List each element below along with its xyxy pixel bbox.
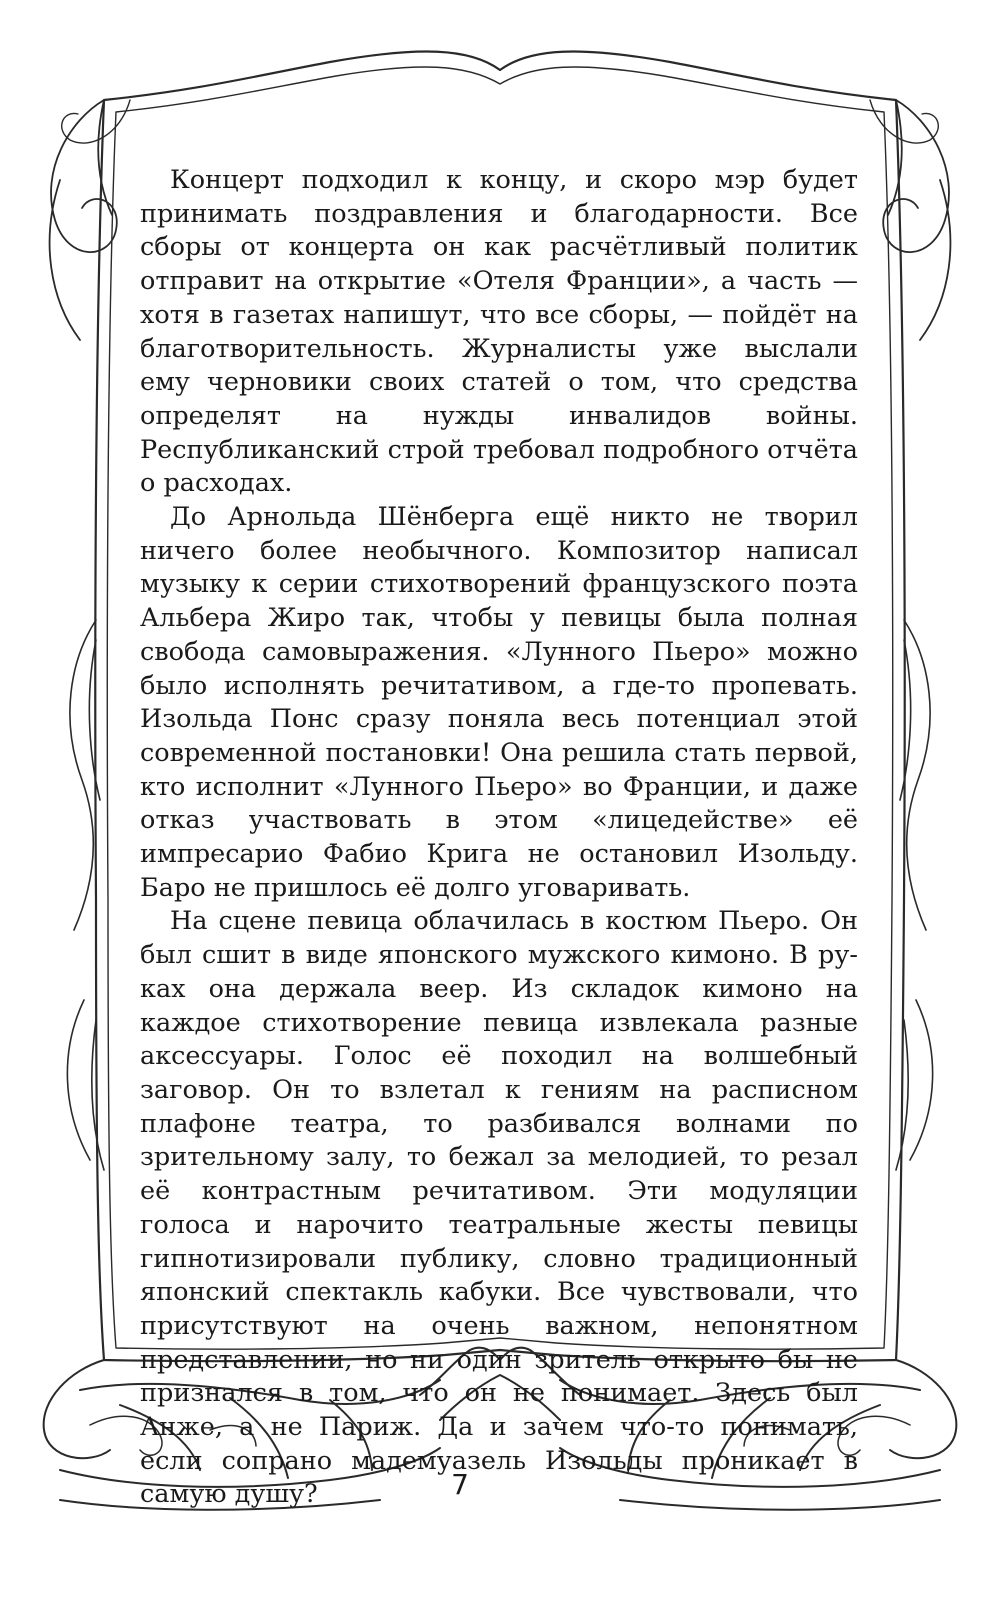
corner-swirl-top-left — [50, 100, 117, 340]
paragraph-1: Концерт подходил к концу, и скоро мэр будет принимать поздравления и благодарности. Все сборы от концерта он как расчётливый политик отправит на открытие «Отеля Франции», а часть — хотя в газетах напишут, что все сборы, — пойдёт на благотворительность. Журналисты уже выслали ему черновики своих статей о том, что средства определят на нужды инвалидов войны. Республиканский строй требовал подробного отчёта о расходах. — [140, 165, 858, 499]
paragraph-3: На сцене певица облачилась в костюм Пьеро. Он был сшит в виде японского мужского кимоно. В руках она держала веер. Из складок кимоно на каждое стихотворение певица извлекала разные аксессуары. Голос её походил на волшебный заговор. Он то взлетал к гениям на расписном плафоне театра, то разбивался волнами по зрительному залу, то бежал за мелодией, то резал её контрастным речитативом. Эти модуляции голоса и нарочито театральные жесты певицы гипнотизировали публику, словно традиционный японский спектакль кабуки. Все чувствовали, что присутствуют на очень важном, непонятном представлении, но ни один зритель открыто бы не признался в том, что он не понимает. Здесь был Анже, а не Париж. Да и зачем что-то понимать, если сопрано мадемуазель Изольды проникает в самую душу? — [140, 906, 858, 1510]
page-number: 7 — [451, 1468, 469, 1501]
corner-swirl-top-right — [883, 100, 950, 340]
body-text — [140, 164, 858, 1512]
paragraph-2: До Арнольда Шёнберга ещё никто не творил ничего более необычного. Композитор написал музыку к серии стихотворений французского поэта Альбера Жиро так, чтобы у певицы была полная свобода самовыражения. «Лунного Пьеро» можно было исполнять речитативом, а где-то пропевать. Изольда Понс сразу поняла весь потенциал этой современной постановки! Она решила стать первой, кто исполнит «Лунного Пьеро» во Франции, и даже отказ участвовать в этом «лицедействе» её импресарио Фабио Крига не остановил Изольду. Баро не пришлось её долго уговаривать. — [140, 502, 858, 903]
side-vine-left — [67, 620, 104, 1170]
